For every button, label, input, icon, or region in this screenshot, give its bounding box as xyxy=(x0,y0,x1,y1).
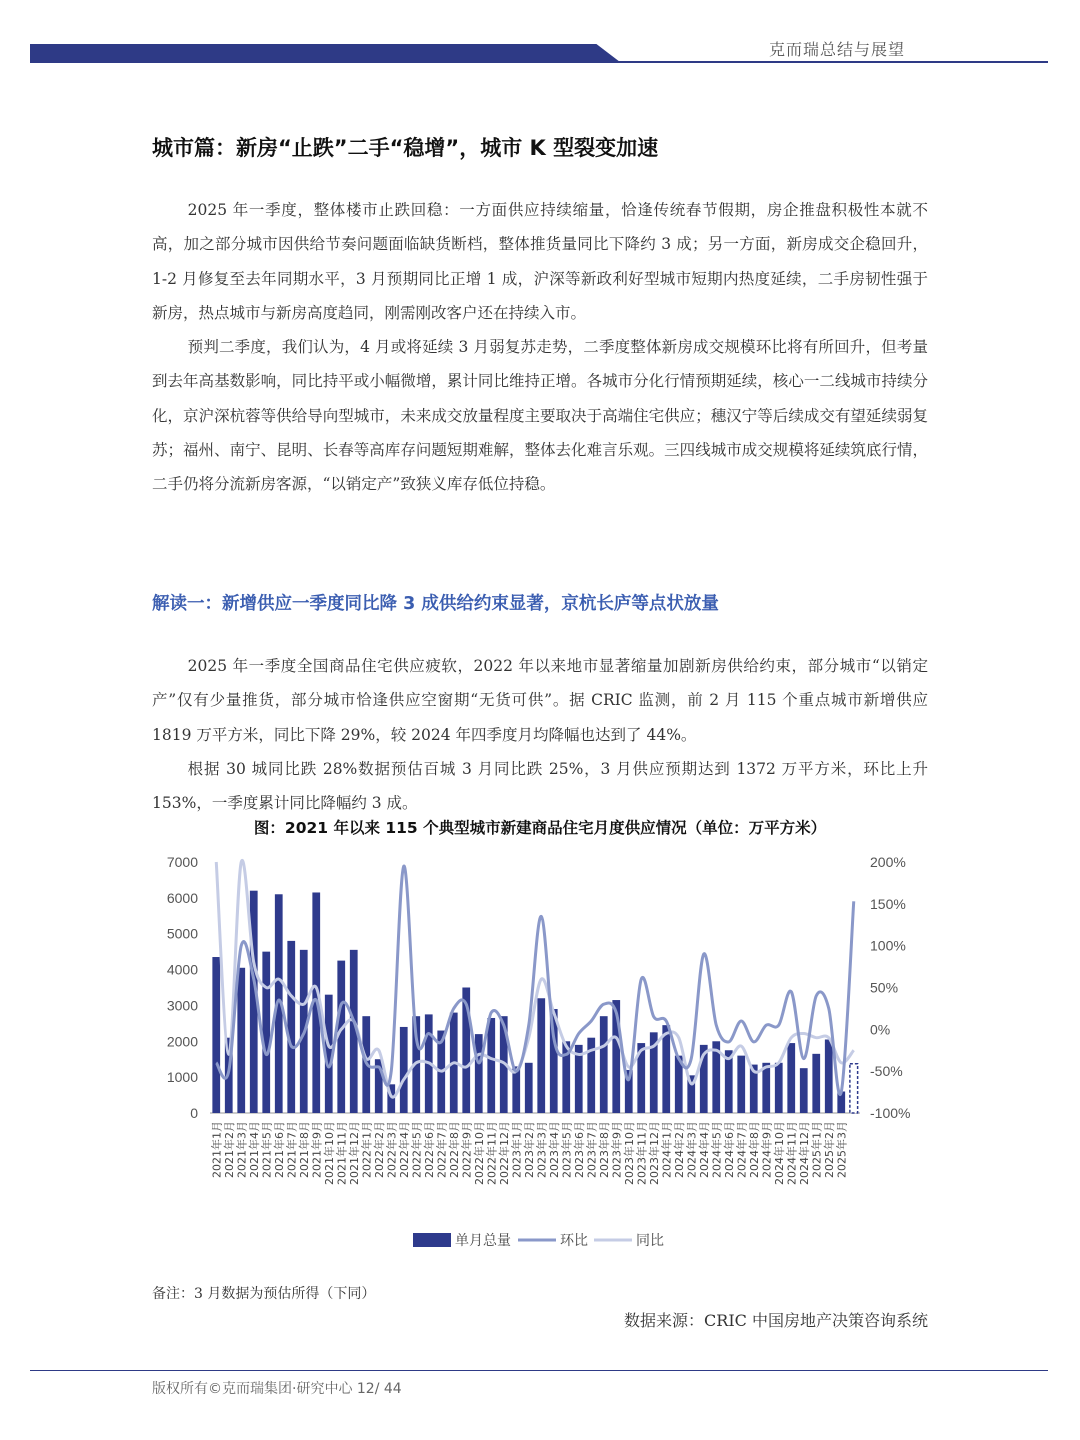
bar xyxy=(450,1013,458,1113)
category-label: 2024年9月 xyxy=(760,1121,774,1178)
category-label: 2022年7月 xyxy=(435,1121,449,1178)
category-label: 2021年3月 xyxy=(235,1121,249,1178)
right-axis-tick: 50% xyxy=(870,979,899,996)
bar xyxy=(250,891,258,1113)
bar xyxy=(275,894,283,1113)
category-label: 2024年3月 xyxy=(685,1121,699,1178)
category-label: 2022年6月 xyxy=(422,1121,436,1178)
category-label: 2022年4月 xyxy=(397,1121,411,1178)
bar xyxy=(375,1059,383,1113)
category-label: 2024年5月 xyxy=(710,1121,724,1178)
category-label: 2023年9月 xyxy=(610,1121,624,1178)
subsection-paragraph-2: 根据 30 城同比跌 28%数据预估百城 3 月同比跌 25%，3 月供应预期达到 1372 万平方米，环比上升 153%，一季度累计同比降幅约 3 成。 xyxy=(152,760,928,813)
category-label: 2022年5月 xyxy=(410,1121,424,1178)
category-label: 2023年4月 xyxy=(547,1121,561,1178)
category-label: 2023年5月 xyxy=(560,1121,574,1178)
category-label: 2023年10月 xyxy=(622,1121,636,1185)
category-label: 2025年3月 xyxy=(835,1121,849,1178)
bar xyxy=(575,1045,583,1113)
category-label: 2022年2月 xyxy=(372,1121,386,1178)
bar xyxy=(750,1065,758,1113)
bar xyxy=(400,1027,408,1113)
category-label: 2024年11月 xyxy=(785,1121,799,1185)
category-label: 2024年2月 xyxy=(672,1121,686,1178)
subsection-title: 解读一：新增供应一季度同比降 3 成供给约束显著，京杭长庐等点状放量 xyxy=(152,594,719,614)
bar xyxy=(287,941,295,1113)
bar xyxy=(412,1016,420,1113)
left-axis-tick: 1000 xyxy=(166,1069,198,1086)
section-paragraph-2: 预判二季度，我们认为，4 月或将延续 3 月弱复苏走势，二季度整体新房成交规模环比将有所回升，但考量到去年高基数影响，同比持平或小幅微增，累计同比维持正增。各城市分化行情预期延续，核心一二线城市持续分化，京沪深杭蓉等供给导向型城市，未来成交放量程度主要取决于高端住宅供应；穗汉宁等后续成交有望延续弱复苏；福州、南宁、昆明、长春等高库存问题短期难解，整体去化难言乐观。三四线城市成交规模将延续筑底行情，二手仍将分流新房客源，“以销定产”致狭义库存低位持稳。 xyxy=(152,338,928,494)
category-label: 2023年6月 xyxy=(572,1121,586,1178)
category-label: 2023年12月 xyxy=(647,1121,661,1185)
bar xyxy=(612,1000,620,1113)
bar xyxy=(237,968,245,1113)
category-label: 2024年1月 xyxy=(660,1121,674,1178)
category-label: 2021年7月 xyxy=(285,1121,299,1178)
left-axis-tick: 6000 xyxy=(166,889,198,906)
category-label: 2022年12月 xyxy=(497,1121,511,1185)
bar xyxy=(712,1041,720,1113)
category-label: 2022年9月 xyxy=(460,1121,474,1178)
bar xyxy=(587,1038,595,1113)
right-axis-tick: 0% xyxy=(870,1021,891,1038)
header-accent-bar xyxy=(30,44,620,62)
bar xyxy=(762,1063,770,1113)
category-label: 2024年4月 xyxy=(697,1121,711,1178)
bar xyxy=(775,1063,783,1113)
category-label: 2024年6月 xyxy=(722,1121,736,1178)
bar xyxy=(787,1043,795,1113)
category-label: 2021年2月 xyxy=(222,1121,236,1178)
category-label: 2024年10月 xyxy=(772,1121,786,1185)
bar xyxy=(650,1032,658,1113)
category-label: 2021年5月 xyxy=(260,1121,274,1178)
bar xyxy=(537,998,545,1113)
footer-divider xyxy=(30,1370,1048,1371)
bar xyxy=(487,1018,495,1113)
category-label: 2025年1月 xyxy=(810,1121,824,1178)
header-divider xyxy=(30,61,1048,63)
bar-estimated xyxy=(850,1064,858,1113)
bar xyxy=(675,1056,683,1113)
category-label: 2021年4月 xyxy=(247,1121,261,1178)
right-axis-tick: 200% xyxy=(870,854,906,870)
bar xyxy=(512,1066,520,1113)
category-label: 2021年6月 xyxy=(272,1121,286,1178)
right-axis-tick: -50% xyxy=(870,1063,903,1080)
left-axis-tick: 0 xyxy=(190,1105,198,1121)
category-label: 2025年2月 xyxy=(822,1121,836,1178)
legend-label-yoy: 同比 xyxy=(636,1233,664,1249)
left-axis-tick: 7000 xyxy=(166,854,198,870)
bar xyxy=(500,1016,508,1113)
category-label: 2023年8月 xyxy=(597,1121,611,1178)
header-title: 克而瑞总结与展望 xyxy=(768,40,905,59)
category-label: 2024年8月 xyxy=(747,1121,761,1178)
bar xyxy=(325,995,333,1113)
category-label: 2021年11月 xyxy=(335,1121,349,1185)
category-label: 2022年11月 xyxy=(485,1121,499,1185)
mom-line xyxy=(216,866,854,1094)
category-label: 2021年8月 xyxy=(297,1121,311,1178)
subsection-paragraph-1: 2025 年一季度全国商品住宅供应疲软，2022 年以来地市显著缩量加剧新房供给约束，部分城市“以销定产”仅有少量推货，部分城市恰逢供应空窗期“无货可供”。据 CRIC 监测，前 2 月 115 个重点城市新增供应 1819 万平方米，同比下降 29%，较 2024 年四季度月均降幅也达到了 44%。 xyxy=(152,657,928,744)
bar xyxy=(362,1016,370,1113)
category-label: 2022年10月 xyxy=(472,1121,486,1185)
bar xyxy=(225,1038,233,1113)
bar xyxy=(625,1070,633,1113)
right-axis-tick: 100% xyxy=(870,937,906,954)
footer-copyright: 版权所有©克而瑞集团·研究中心 12/ 44 xyxy=(152,1381,402,1397)
bar xyxy=(600,1016,608,1113)
bar xyxy=(387,1084,395,1113)
category-label: 2022年8月 xyxy=(447,1121,461,1178)
bar xyxy=(425,1014,433,1113)
legend-label-bars: 单月总量 xyxy=(455,1233,511,1249)
chart-title: 图：2021 年以来 115 个典型城市新建商品住宅月度供应情况（单位：万平方米） xyxy=(253,819,827,837)
section-paragraph-1: 2025 年一季度，整体楼市止跌回稳：一方面供应持续缩量，恰逢传统春节假期，房企推盘积极性本就不高，加之部分城市因供给节奏问题面临缺货断档，整体推货量同比下降约 3 成；另一方面，新房成交企稳回升，1-2 月修复至去年同期水平，3 月预期同比正增 1 成，沪深等新政利好型城市短期内热度延续，二手房韧性强于新房，热点城市与新房高度趋同，刚需刚改客户还在持续入市。 xyxy=(152,201,928,322)
bar xyxy=(837,1091,845,1113)
category-label: 2024年7月 xyxy=(735,1121,749,1178)
bar xyxy=(350,950,358,1113)
category-label: 2021年12月 xyxy=(347,1121,361,1185)
right-axis-tick: -100% xyxy=(870,1105,911,1121)
bar xyxy=(737,1056,745,1113)
bar xyxy=(312,892,320,1113)
bar xyxy=(825,1039,833,1113)
data-source: 数据来源：CRIC 中国房地产决策咨询系统 xyxy=(624,1311,928,1330)
bar xyxy=(550,1009,558,1113)
category-label: 2023年11月 xyxy=(635,1121,649,1185)
left-axis-tick: 3000 xyxy=(166,997,198,1014)
bar xyxy=(262,952,270,1113)
bar xyxy=(637,1043,645,1113)
bar xyxy=(462,988,470,1114)
yoy-line xyxy=(216,860,854,1097)
left-axis-tick: 5000 xyxy=(166,925,198,942)
bar xyxy=(700,1045,708,1113)
bar xyxy=(687,1075,695,1113)
category-label: 2023年2月 xyxy=(522,1121,536,1178)
right-axis-tick: 150% xyxy=(870,895,906,912)
legend-swatch-bars xyxy=(413,1233,451,1247)
section-title: 城市篇：新房“止跌”二手“稳增”，城市 K 型裂变加速 xyxy=(152,136,659,160)
bar xyxy=(475,1034,483,1113)
category-label: 2023年3月 xyxy=(535,1121,549,1178)
category-label: 2021年9月 xyxy=(310,1121,324,1178)
bar xyxy=(300,950,308,1113)
bar xyxy=(337,961,345,1113)
category-label: 2023年1月 xyxy=(510,1121,524,1178)
category-label: 2022年3月 xyxy=(385,1121,399,1178)
bar xyxy=(562,1041,570,1113)
bar xyxy=(812,1054,820,1113)
bar xyxy=(725,1050,733,1113)
category-label: 2024年12月 xyxy=(797,1121,811,1185)
chart-note: 备注：3 月数据为预估所得（下同） xyxy=(152,1286,376,1302)
left-axis-tick: 4000 xyxy=(166,961,198,978)
bar xyxy=(525,1063,533,1113)
bar xyxy=(662,1025,670,1113)
left-axis-tick: 2000 xyxy=(166,1033,198,1050)
bar xyxy=(800,1068,808,1113)
legend-label-mom: 环比 xyxy=(560,1233,588,1249)
bar xyxy=(212,957,220,1113)
category-label: 2021年1月 xyxy=(210,1121,224,1178)
category-label: 2022年1月 xyxy=(360,1121,374,1178)
category-label: 2021年10月 xyxy=(322,1121,336,1185)
category-label: 2023年7月 xyxy=(585,1121,599,1178)
bar xyxy=(437,1031,445,1113)
